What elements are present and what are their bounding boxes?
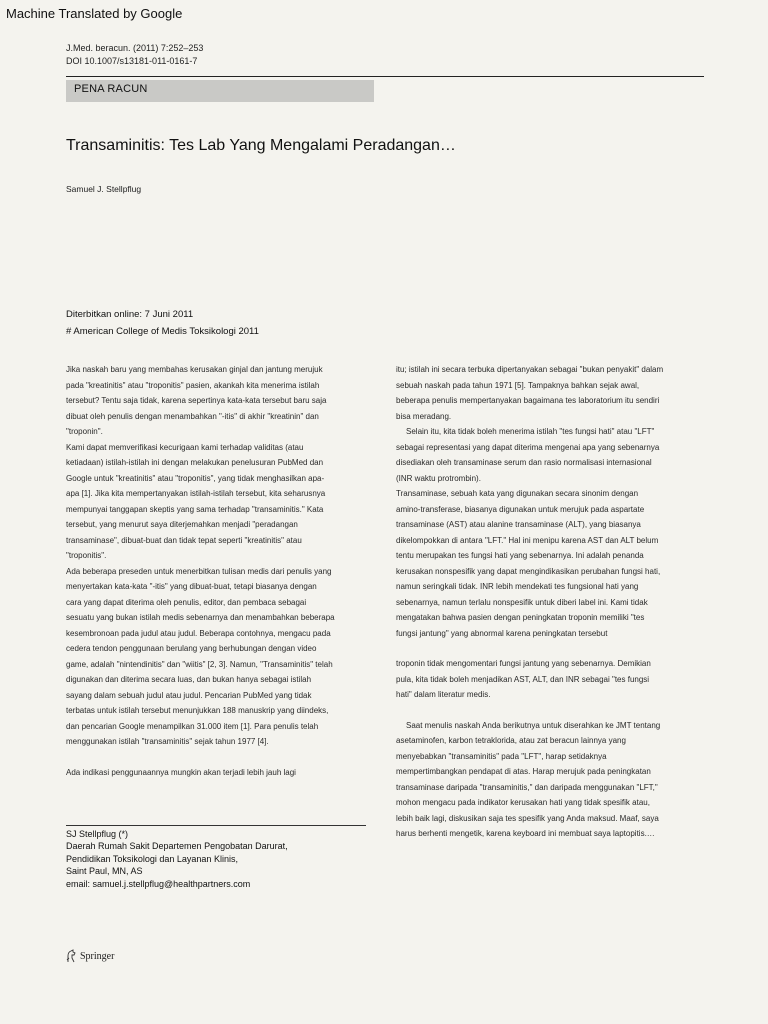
text-line: troponin tidak mengomentari fungsi jantung yang sebenarnya. Demikian [396,659,651,668]
text-line: sesuatu yang bukan istilah medis sebenarnya dan menambahkan beberapa [66,613,335,622]
text-line: menyebabkan "transaminitis" pada "LFT", harap setidaknya [396,751,607,761]
text-line: tersebut? Tentu saja tidak, karena sepertinya kata-kata tersebut baru saja [66,396,327,405]
text-line: bisa meradang. [396,411,452,421]
text-line: disediakan oleh transaminase serum dan rasio normalisasi internasional [396,458,652,467]
text-line: mempunyai tanggapan skeptis yang sama terhadap "transaminitis." Kata [66,504,324,514]
text-line: Selain itu, kita tidak boleh menerima istilah "tes fungsi hati" atau "LFT" [406,427,655,436]
text-line: Google untuk "kreatinitis" atau "troponitis", yang tidak menghasilkan apa- [66,473,325,483]
text-line: mengatakan bahwa pasien dengan peningkatan troponin memiliki "tes [396,613,645,622]
text-line: fungsi jantung" yang abnormal karena peningkatan tersebut [396,628,608,638]
text-line: menggunakan istilah "transaminitis" sejak tahun 1977 [4]. [66,737,269,746]
text-line: terbatas untuk istilah tersebut menunjukkan 188 manuskrip yang diindeks, [66,706,329,715]
text-line: lebih baik lagi, diskusikan saja tes spesifik yang Anda maksud. Maaf, saya [396,813,659,823]
correspondence-line: Daerah Rumah Sakit Departemen Pengobatan Darurat, [66,841,288,852]
text-line: pula, kita tidak boleh menjadikan AST, ALT, dan INR sebagai "tes fungsi [396,674,650,684]
article-title: Transaminitis: Tes Lab Yang Mengalami Peradangan… [66,137,456,154]
text-line: cara yang dapat diterima oleh penulis, editor, dan pembaca sebagai [66,597,307,607]
section-label: PENA RACUN [74,83,148,95]
text-line: Ada indikasi penggunaannya mungkin akan terjadi lebih jauh lagi [66,767,296,777]
text-line: sebuah naskah pada tahun 1971 [5]. Tampaknya bahkan sejak awal, [396,380,640,390]
right-column [396,362,706,842]
springer-horse-icon [66,949,77,963]
copyright-line: # American College of Medis Toksikologi 2011 [66,326,259,337]
paragraph-gap [396,641,706,656]
machine-translated-banner: Machine Translated by Google [6,6,183,21]
text-line: digunakan dan diterima secara luas, dan bukan hanya sebagai istilah [66,675,312,684]
text-line: game, adalah "nintendinitis" dan "wiitis" [2, 3]. Namun, "Transaminitis" telah [66,659,333,669]
publisher-mark [66,949,114,963]
text-line: amino-transferase, biasanya digunakan untuk merujuk pada aspartate [396,504,645,514]
text-line: Ada beberapa preseden untuk menerbitkan tulisan medis dari penulis yang [66,566,332,576]
text-line: Jika naskah baru yang membahas kerusakan ginjal dan jantung merujuk [66,365,323,374]
correspondence-rule [66,825,366,826]
section-label-box [66,80,374,102]
text-line: cedera tendon penggunaan berulang yang berhubungan dengan video [66,644,317,653]
text-line: Saat menulis naskah Anda berikutnya untuk diserahkan ke JMT tentang [406,720,661,730]
text-line: dikelompokkan di antara "LFT." Hal ini menipu karena AST dan ALT belum [396,535,659,545]
left-column [66,362,376,780]
text-line: dan pencarian Google menampilkan 31.000 item [1]. Para penulis telah [66,721,319,731]
text-line: kesembronoan pada judul atau judul. Beberapa contohnya, mengacu pada [66,628,331,638]
publisher-name: Springer [80,950,115,962]
correspondence-line: Saint Paul, MN, AS [66,866,143,877]
text-line: mohon mengacu pada indikator kerusakan hati yang tidak spesifik atau, [396,798,650,807]
paragraph-gap [396,703,706,718]
text-line: ketiadaan) istilah-istilah ini dengan melakukan penelusuran PubMed dan [66,458,324,467]
text-line: beberapa penulis mempertanyakan bagaimana tes laboratorium itu sendiri [396,396,660,405]
text-line: (INR waktu protrombin). [396,473,481,483]
text-line: "troponitis". [66,551,107,560]
text-line: dibuat oleh penulis dengan menambahkan "-itis" di akhir "kreatinin" dan [66,411,319,421]
text-line: tersebut, yang menurut saya diterjemahkan menjadi "peradangan [66,520,298,529]
text-line: itu; istilah ini secara terbuka dipertanyakan sebagai "bukan penyakit" dalam [396,365,664,374]
text-line: kerusakan nonspesifik yang dapat mengindikasikan perubahan fungsi hati, [396,566,661,576]
text-line: transaminase", dibuat-buat dan tidak tepat seperti "kreatinitis" atau [66,535,302,545]
header-rule [66,76,704,77]
text-line: tentu merupakan tes fungsi hati yang sebenarnya. Ini adalah penanda [396,551,644,560]
journal-doi[interactable]: DOI 10.1007/s13181-011-0161-7 [66,56,198,66]
text-line: transaminase (AST) atau alanine transaminase (ALT), yang biasanya [396,520,641,529]
journal-citation: J.Med. beracun. (2011) 7:252–253 [66,43,204,53]
text-line: sebenarnya, namun terlalu nonspesifik untuk diberi label ini. Kami tidak [396,597,648,607]
author-name: Samuel J. Stellpflug [66,184,142,194]
text-line: "troponin". [66,427,103,436]
correspondence-line: SJ Stellpflug (*) [66,829,129,839]
text-line: mempertimbangkan pendapat di atas. Harap merujuk pada peningkatan [396,767,651,776]
text-line: Kami dapat memverifikasi kecurigaan kami terhadap validitas (atau [66,442,304,452]
paragraph-gap [66,750,376,765]
author-email[interactable]: email: samuel.j.stellpflug@healthpartners.com [66,878,251,889]
text-line: asetaminofen, karbon tetraklorida, atau zat beracun lainnya yang [396,736,626,745]
text-line: Transaminase, sebuah kata yang digunakan secara sinonim dengan [396,489,639,498]
text-line: apa [1]. Jika kita mempertanyakan istilah-istilah tersebut, kita seharusnya [66,489,326,498]
text-line: sebagai representasi yang dapat diterima mengenai apa yang sebenarnya [396,442,660,452]
text-line: harus berhenti mengetik, karena keyboard ini membuat saya laptopitis.… [396,829,655,838]
published-date: Diterbitkan online: 7 Juni 2011 [66,309,194,320]
text-line: sayang dalam sebuah judul atau judul. Pencarian PubMed yang tidak [66,690,312,700]
text-line: menyertakan kata-kata "-itis" yang dibuat-buat, tetapi biasanya dengan [66,582,317,591]
correspondence-block [66,828,366,890]
text-line: hati" dalam literatur medis. [396,690,491,699]
text-line: pada "kreatinitis" atau "troponitis" pasien, akankah kita menerima istilah [66,380,320,390]
correspondence-line: Pendidikan Toksikologi dan Layanan Klinis, [66,853,238,864]
text-line: transaminase daripada "transaminitis," dan daripada menggunakan "LFT," [396,782,658,792]
text-line: namun seringkali tidak. INR lebih mendekati tes fungsional hati yang [396,582,639,591]
